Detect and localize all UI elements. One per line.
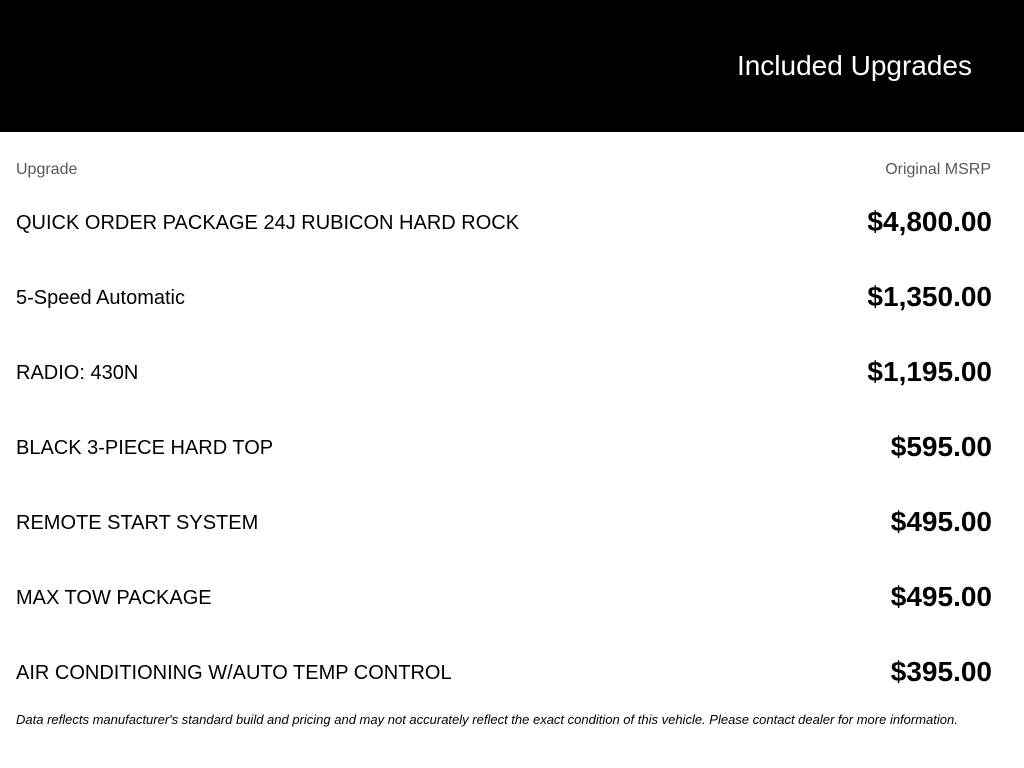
upgrades-list — [16, 185, 992, 710]
table-row — [16, 485, 992, 560]
upgrade-price: $1,195.00 — [867, 356, 992, 387]
upgrade-name: AIR CONDITIONING W/AUTO TEMP CONTROL — [16, 662, 452, 684]
upgrade-price: $595.00 — [890, 431, 992, 462]
upgrade-price: $495.00 — [890, 581, 992, 612]
upgrade-price: $495.00 — [890, 506, 992, 537]
column-header-upgrade: Upgrade — [16, 161, 78, 178]
table-row — [16, 260, 992, 335]
upgrade-price: $1,350.00 — [867, 281, 992, 312]
upgrade-name: 5-Speed Automatic — [16, 287, 185, 309]
upgrade-price: $4,800.00 — [867, 206, 992, 237]
upgrade-name: BLACK 3-PIECE HARD TOP — [16, 437, 274, 459]
upgrade-name: QUICK ORDER PACKAGE 24J RUBICON HARD ROCK — [16, 212, 520, 234]
header-banner — [0, 0, 1024, 132]
disclaimer-text: Data reflects manufacturer's standard build and pricing and may not accurately reflect the exact condition of this vehicle. Please contact dealer for more information. — [16, 712, 958, 727]
table-row — [16, 335, 992, 410]
upgrade-name: MAX TOW PACKAGE — [16, 587, 212, 609]
column-header-msrp: Original MSRP — [885, 161, 991, 178]
table-row — [16, 410, 992, 485]
upgrade-price: $395.00 — [890, 656, 992, 687]
table-row — [16, 635, 992, 710]
table-row — [16, 185, 992, 260]
page-title: Included Upgrades — [736, 50, 972, 81]
table-row — [16, 560, 992, 635]
upgrade-name: REMOTE START SYSTEM — [16, 512, 259, 534]
upgrade-name: RADIO: 430N — [16, 362, 139, 384]
